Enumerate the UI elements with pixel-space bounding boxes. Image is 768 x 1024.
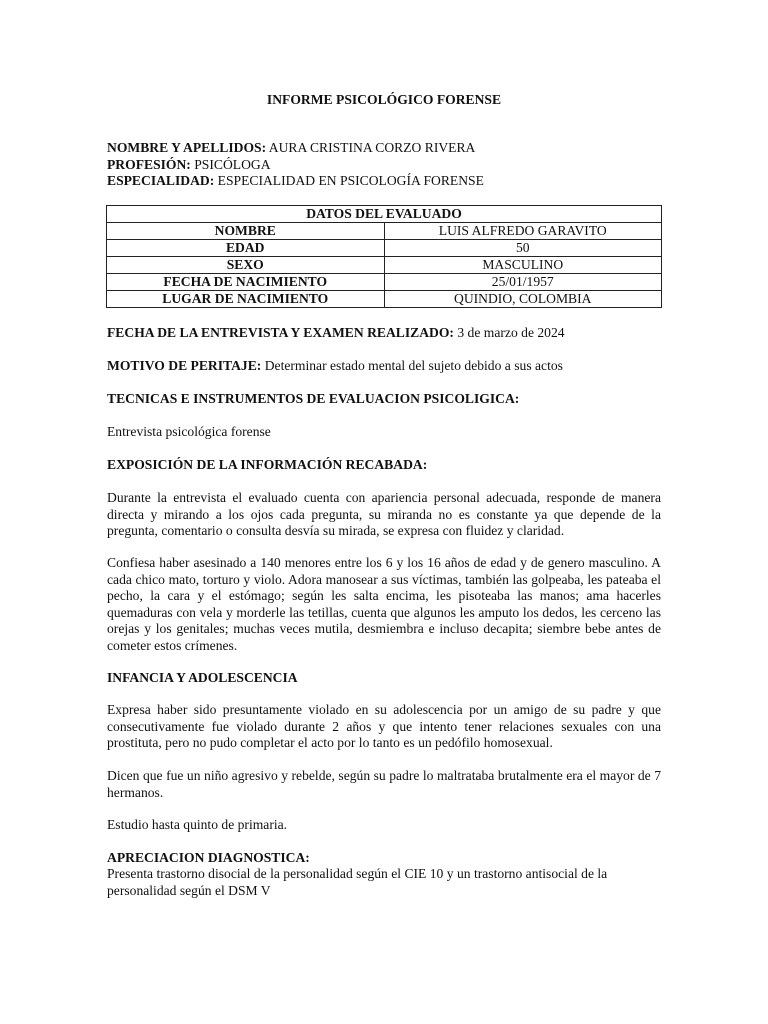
childhood-paragraph-1: Expresa haber sido presuntamente violado en su adolescencia por un amigo de su padre y que consecutivamente fue violado durante 2 años y que intento tener relaciones sexuales con una prostituta, pero no pudo completar el acto por lo tanto es un pedófilo homosexual.: [107, 702, 661, 750]
row-value: QUINDIO, COLOMBIA: [384, 291, 662, 308]
author-profession-value: PSICÓLOGA: [194, 156, 271, 172]
reason-label: MOTIVO DE PERITAJE:: [107, 358, 262, 373]
childhood-paragraph-2: Dicen que fue un niño agresivo y rebelde, según su padre lo maltrataba brutalmente era el mayor de 7 hermanos.: [107, 768, 661, 800]
row-value: LUIS ALFREDO GARAVITO: [384, 223, 662, 240]
table-header-row: [107, 206, 662, 223]
row-label: SEXO: [107, 257, 385, 274]
table-row: [107, 291, 662, 308]
reason-value: Determinar estado mental del sujeto debido a sus actos: [264, 358, 563, 373]
row-label: FECHA DE NACIMIENTO: [107, 274, 385, 291]
row-value: 50: [384, 240, 662, 257]
table-row: [107, 223, 662, 240]
childhood-heading: INFANCIA Y ADOLESCENCIA: [107, 670, 298, 685]
techniques-heading: TECNICAS E INSTRUMENTOS DE EVALUACION PSICOLIGICA:: [107, 391, 520, 406]
author-name-value: AURA CRISTINA CORZO RIVERA: [268, 140, 476, 155]
author-info: [107, 140, 661, 190]
author-specialty-label: ESPECIALIDAD:: [107, 173, 215, 188]
reason-line: [107, 358, 661, 375]
author-specialty-value: ESPECIALIDAD EN PSICOLOGÍA FORENSE: [217, 173, 484, 188]
author-name-line: [107, 140, 661, 157]
author-profession-label: PROFESIÓN:: [107, 156, 191, 172]
interview-date-label: FECHA DE LA ENTREVISTA Y EXAMEN REALIZADO:: [107, 325, 454, 340]
techniques-text: Entrevista psicológica forense: [107, 424, 271, 439]
table-row: [107, 240, 662, 257]
exposition-paragraph-1: Durante la entrevista el evaluado cuenta con apariencia personal adecuada, responde de manera directa y mirando a los ojos cada pregunta, su miranda no es constante ya que depende de la pregunta, comentario o consulta desvía su mirada, se expresa con fluidez y claridad.: [107, 490, 661, 538]
author-name-label: NOMBRE Y APELLIDOS:: [107, 140, 267, 155]
interview-date-value: 3 de marzo de 2024: [457, 325, 565, 340]
row-label: EDAD: [107, 240, 385, 257]
author-specialty-line: [107, 173, 661, 190]
childhood-paragraph-3: Estudio hasta quinto de primaria.: [107, 817, 288, 832]
diagnosis-heading: APRECIACION DIAGNOSTICA:: [107, 850, 310, 865]
row-label: NOMBRE: [107, 223, 385, 240]
exposition-paragraph-2: Confiesa haber asesinado a 140 menores entre los 6 y los 16 años de edad y de genero masculino. A cada chico mato, torturo y violo. Adora manosear a sus víctimas, también las golpeaba, les pateaba el pecho, la cara y el estómago; según les salta encima, les pisoteaba las manos; ama hacerles quemaduras con vela y morderle las tetillas, cuenta que algunos les amputo los dedos, les cerceno las orejas y los genitales; muchas veces mutila, desmiembra e incluso decapita; siembre bebe antes de cometer estos crímenes.: [107, 555, 661, 653]
row-value: 25/01/1957: [384, 274, 662, 291]
row-label: LUGAR DE NACIMIENTO: [107, 291, 385, 308]
evaluated-data-table: [106, 205, 662, 308]
table-row: [107, 257, 662, 274]
interview-date-line: [107, 325, 661, 342]
row-value: MASCULINO: [384, 257, 662, 274]
diagnosis-text: Presenta trastorno disocial de la personalidad según el CIE 10 y un trastorno antisocial de la personalidad según el DSM V: [107, 866, 608, 898]
exposition-heading: EXPOSICIÓN DE LA INFORMACIÓN RECABADA:: [107, 457, 428, 472]
table-header: DATOS DEL EVALUADO: [107, 206, 662, 223]
author-profession-line: [107, 157, 661, 174]
table-row: [107, 274, 662, 291]
document-title: INFORME PSICOLÓGICO FORENSE: [266, 92, 502, 107]
